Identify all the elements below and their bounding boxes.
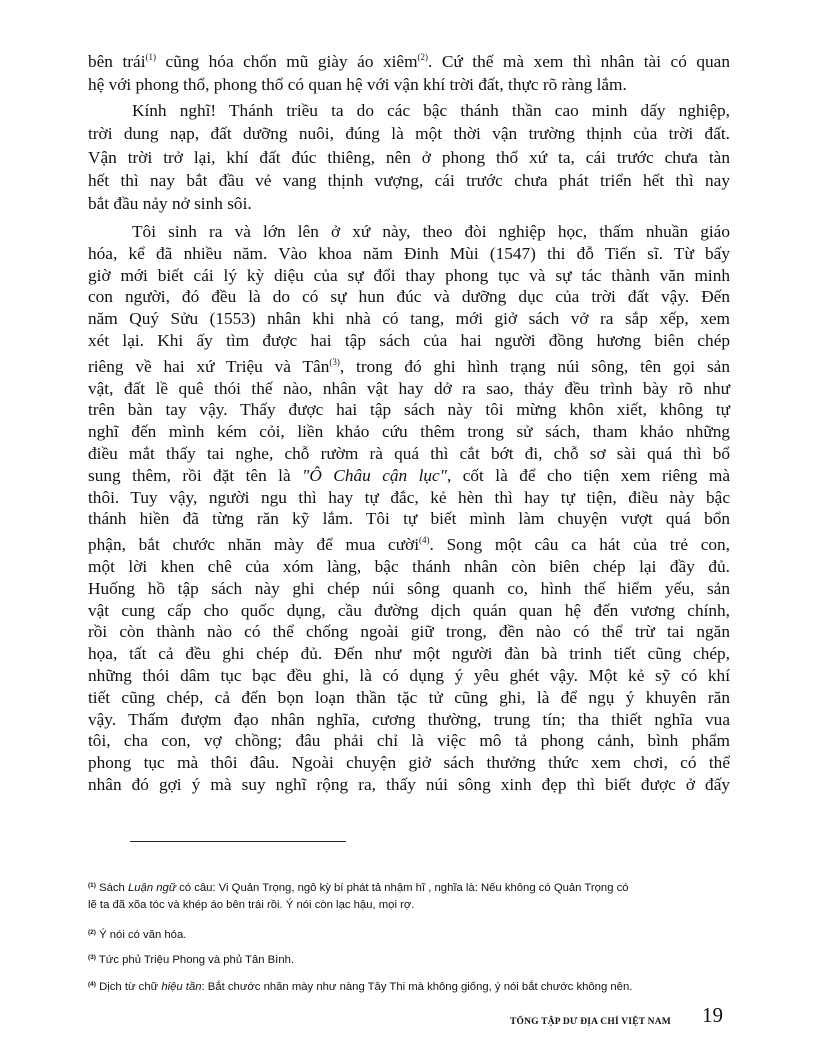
text-line: hệ với phong thổ, phong thổ có quan hệ với vận khí trời đất, thực rõ ràng lắm.: [88, 75, 627, 94]
footnote-text: Tức phủ Triệu Phong và phủ Tân Bình.: [98, 954, 295, 966]
footnote-reference: (3): [329, 356, 340, 367]
text-line: vật cung cấp cho quốc dụng, cầu đường dịch quán quan hệ đến vương chính,: [88, 600, 730, 620]
footnote-line: [88, 976, 748, 996]
footnote-line: [88, 897, 748, 914]
footnote-mark: (3): [88, 954, 96, 961]
footnote-text: Ý nói có văn hóa.: [99, 929, 187, 941]
footnote-line: [88, 949, 748, 969]
text-line: nghĩ đến mình kém cỏi, liền khảo cứu thêm trong sử sách, tham khảo những: [88, 422, 730, 442]
text-line: hóa, kể đã nhiều năm. Vào khoa năm Đinh Mùi (1547) thi đỗ Tiến sĩ. Từ bấy: [88, 243, 730, 263]
footnote-separator: [130, 841, 346, 842]
footnote-text: lẽ ta đã xõa tóc và khép áo bên trái rồi. Ý nói còn lạc hậu, mọi rợ.: [88, 899, 415, 911]
text-line: [88, 465, 730, 487]
text-line: một lời khen chê của xóm làng, bậc thánh nhân còn biên chép lại đầy đủ.: [88, 556, 730, 576]
footnote-reference: (2): [417, 52, 429, 62]
text-line: [88, 352, 730, 378]
text-segment: có câu: Vi Quản Trọng, ngô kỳ bí phát tả nhậm hĩ , nghĩa là: Nếu không có Quản Trọng có: [175, 882, 629, 894]
footnote: [88, 877, 748, 914]
footnote-text: [99, 981, 632, 993]
text-segment: : Bắt chước nhăn mày như nàng Tây Thi mà không giống, ý nói bắt chước không nên.: [201, 981, 633, 993]
text-line: Tôi sinh ra và lớn lên ở xứ này, theo đòi nghiệp học, thấm nhuần giáo: [132, 222, 730, 241]
text-segment: . Cứ thế mà xem thì nhân tài có quan: [428, 52, 730, 71]
text-segment: cũng hóa chốn mũ giày áo xiêm: [156, 52, 418, 71]
page-number: 19: [702, 1003, 723, 1027]
text-line: [88, 530, 730, 556]
text-line: con người, đó đều là do có sự hun đúc và dưỡng dục của trời đất vậy. Đến: [88, 287, 730, 307]
italic-text: Luận ngữ: [127, 882, 176, 894]
text-line: phong tục mà thôi đâu. Ngoài chuyện giở sách thưởng thức xem chơi, có thể: [88, 753, 730, 773]
text-line: bắt đầu nảy nở sinh sôi.: [88, 194, 252, 214]
text-segment: phận, bắt chước nhăn mày để mua cười: [88, 535, 420, 555]
text-line: Vận trời trở lại, khí đất đúc thiêng, nên ở phong thổ xứ ta, cái trước chưa tàn: [88, 147, 730, 167]
text-line: trời dung nạp, đất dưỡng nuôi, đúng là một thời vận trường thịnh của trời đất.: [88, 124, 730, 144]
footnote-line: [88, 877, 748, 897]
footnote-reference: (4): [419, 535, 430, 546]
text-line: tiết cũng chép, cả đến bọn loạn thần tặc tử cũng ghi, là để ngụ ý khuyên răn: [88, 687, 730, 707]
text-line: giờ mới biết cái lý kỳ diệu của sự đổi thay phong tục và sự tác thành văn minh: [88, 265, 730, 285]
text-line: hết thì nay bắt đầu vẻ vang thịnh vượng, cái trước chưa phát triển hết thì nay: [88, 170, 730, 190]
text-line: rồi còn thành nào có thể chống ngoài giữ trong, đền nào có thể trừ tai ngăn: [88, 622, 730, 642]
text-line: năm Quý Sửu (1553) nhân khi nhà có tang, mới giở sách vở ra sắp xếp, xem: [88, 309, 730, 329]
footnote-line: [88, 924, 748, 944]
text-segment: , cốt là để cho tiện xem riêng mà: [446, 465, 731, 485]
running-footer-title: TỔNG TẬP DƯ ĐỊA CHÍ VIỆT NAM: [510, 1017, 671, 1027]
footnote: [88, 949, 748, 969]
text-segment: Dịch từ chữ: [99, 981, 162, 993]
body-paragraph: [88, 221, 730, 796]
italic-text: hiệu tần: [161, 981, 202, 993]
text-line: vậy. Thấm đượm đạo nhân nghĩa, cương thường, trung tín; tha thiết nghĩa vua: [88, 709, 730, 729]
text-segment: , trong đó ghi hình trạng núi sông, tên gọi sản: [339, 356, 730, 376]
text-line: Kính nghĩ! Thánh triều ta do các bậc thánh thần cao minh dấy nghiệp,: [132, 101, 730, 120]
text-line: nhân đó gợi ý mà suy nghĩ rộng ra, thấy núi sông xinh đẹp thì biết được ở đấy: [88, 774, 730, 794]
text-segment: sung thêm, rồi đặt tên là: [88, 465, 303, 485]
text-segment: Sách: [99, 882, 128, 894]
body-paragraph: [88, 46, 730, 96]
footnote: [88, 976, 748, 996]
text-line: tôi, cha con, vợ chồng; đâu phải chỉ là việc mô tả phong cảnh, bình phẩm: [88, 731, 730, 751]
text-line: thánh hiền đã từng răn kỹ lắm. Tôi tự biết mình làm chuyện vượt quá bổn: [88, 509, 730, 529]
text-line: điều mắt thấy tai nghe, chỗ rườm rà quá thì cắt bớt đi, chỗ sơ sài quá thì bổ: [88, 443, 730, 463]
footnote-mark: (2): [88, 929, 96, 936]
italic-text: "Ô Châu cận lục": [302, 465, 447, 485]
text-segment: bên trái: [88, 52, 146, 71]
text-line: [88, 46, 730, 73]
footnote-reference: (1): [145, 52, 157, 62]
body-paragraph: [88, 99, 730, 215]
footnote: [88, 924, 748, 944]
text-line: Huống hồ tập sách này ghi chép núi sông quanh co, hình thế hiểm yếu, sản: [88, 578, 730, 598]
text-segment: riêng về hai xứ Triệu và Tân: [88, 356, 330, 376]
footnote-mark: (4): [88, 981, 96, 988]
footnote-text: [99, 882, 628, 894]
text-line: những thói dâm tục bạc đều ghi, là có dụng ý yêu ghét vậy. Một kẻ sỹ có khí: [88, 665, 730, 685]
footnote-mark: (1): [88, 882, 96, 889]
text-line: thôi. Tuy vậy, người ngu thì hay tự đắc, kẻ hèn thì hay tự tiện, điều này bậc: [88, 487, 730, 507]
text-line: vật, đất lề quê thói thế nào, nhân vật hay dở ra sao, thảy đều trình bày rõ như: [88, 378, 730, 398]
text-line: trên bàn tay vậy. Thấy được hai tập sách này tôi mừng khôn xiết, không tự: [88, 400, 730, 420]
text-segment: . Song một câu ca hát của trẻ con,: [429, 535, 731, 555]
text-line: xét lại. Khi ấy tìm được hai tập sách của hai người đồng hương biên chép: [88, 330, 730, 350]
text-line: họa, tất cả đều ghi chép đủ. Đến như một người đàn bà trinh tiết cũng chép,: [88, 644, 730, 664]
